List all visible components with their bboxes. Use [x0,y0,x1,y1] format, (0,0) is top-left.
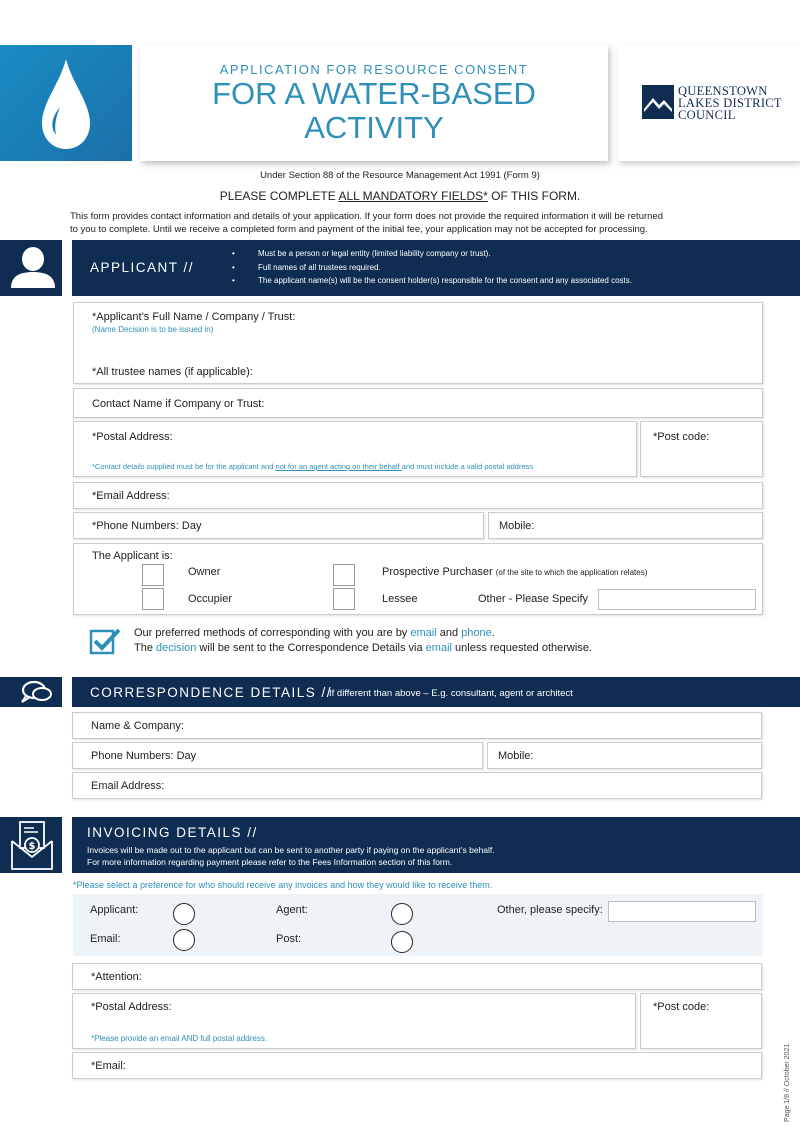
header-drop-panel [0,45,132,161]
invoice-email-label: Email: [90,933,121,945]
chat-bubbles-icon [0,677,62,707]
invoice-preference-group [73,894,763,956]
bullet-item: • Full names of all trustees required. [232,262,381,272]
intro-line1: This form provides contact information and details of your application. If your form does not provide the required information it will be returned [70,211,663,222]
invoice-other-input[interactable] [608,901,756,922]
postcode-field[interactable] [640,421,763,477]
invoice-postal-label: *Postal Address: [91,1001,172,1013]
correspondence-subtitle: If different than above – E.g. consultant, agent or architect [329,688,573,699]
complete-instruction [0,189,800,203]
invoice-postal-field[interactable] [72,993,636,1049]
trustee-label: *All trustee names (if applicable): [92,366,253,378]
applicant-type-group [73,543,763,615]
form-title-line1: FOR A WATER-BASED [212,76,536,111]
applicant-name-field[interactable] [73,302,763,384]
occupier-checkbox[interactable] [142,588,164,610]
invoicing-section-icon [0,817,62,873]
corr-mobile-label: Mobile: [498,750,534,762]
applicant-name-label: *Applicant’s Full Name / Company / Trust: [92,311,296,323]
attention-label: *Attention: [91,971,142,983]
phone-day-label: *Phone Numbers: Day [92,520,202,532]
invoice-email-field-label: *Email: [91,1060,126,1072]
applicant-is-label: The Applicant is: [92,550,173,562]
lessee-checkbox[interactable] [333,588,355,610]
invoice-email-radio[interactable] [173,929,195,951]
act-reference: Under Section 88 of the Resource Management Act 1991 (Form 9) [260,170,540,181]
invoice-email-field[interactable] [72,1052,762,1079]
intro-line2: to you to complete. Until we receive a completed form and payment of the initial fee, your application may not be accepted for processing. [70,224,648,235]
page-footer: Page 1/8 // October 2021 [784,1043,791,1122]
complete-post: OF THIS FORM. [487,189,581,203]
postal-address-hint: *Contact details supplied must be for the applicant and not for an agent acting on their behalf and must include a valid postal address [92,462,534,471]
invoice-preference-note: *Please select a preference for who should receive any invoices and how they would like to receive them. [73,880,493,890]
invoice-post-radio[interactable] [391,931,413,953]
invoicing-description [87,844,495,868]
logo-line2: LAKES DISTRICT [678,96,782,110]
checked-checkbox-icon [89,627,121,655]
invoice-postcode-field[interactable] [640,993,762,1049]
email-address-field[interactable] [73,482,763,509]
invoice-agent-radio[interactable] [391,903,413,925]
intro-paragraph [70,210,750,236]
email-address-label: *Email Address: [92,490,170,502]
logo-line1: QUEENSTOWN [678,84,768,98]
applicant-section-icon [0,240,62,296]
invoice-postcode-label: *Post code: [653,1001,710,1013]
invoice-applicant-radio[interactable] [173,903,195,925]
invoicing-title: INVOICING DETAILS // [87,825,258,840]
bullet-item: • The applicant name(s) will be the consent holder(s) responsible for the consent and any associated costs. [232,276,632,285]
other-specify-input[interactable] [598,589,756,610]
svg-text:$: $ [28,841,36,852]
postcode-label: *Post code: [653,431,710,443]
corr-email-label: Email Address: [91,780,165,792]
corr-mobile-field[interactable] [487,742,762,769]
purchaser-label: Prospective Purchaser (of the site to which the application relates) [382,566,648,578]
mobile-field[interactable] [488,512,763,539]
postal-address-label: *Postal Address: [92,431,173,443]
applicant-name-hint: (Name Decision is to be issued in) [92,325,214,334]
applicant-title: APPLICANT // [90,260,195,275]
form-supertitle: APPLICATION FOR RESOURCE CONSENT [219,62,529,77]
other-specify-label: Other - Please Specify [478,593,589,605]
lessee-label: Lessee [382,593,418,605]
council-logo [618,45,800,161]
phone-day-field[interactable] [73,512,484,539]
applicant-bullets [232,247,632,288]
contact-name-label: Contact Name if Company or Trust: [92,398,265,410]
invoice-agent-label: Agent: [276,904,308,916]
invoice-postal-hint: *Please provide an email AND full postal address. [91,1034,268,1043]
applicant-section-bar [72,240,800,296]
corr-name-label: Name & Company: [91,720,184,732]
mobile-label: Mobile: [499,520,535,532]
water-drop-icon [0,45,132,161]
invoice-post-label: Post: [276,933,302,945]
mandatory-fields-link[interactable]: ALL MANDATORY FIELDS* [338,189,488,203]
owner-label: Owner [188,566,221,578]
correspondence-section-icon [0,677,62,707]
invoice-applicant-label: Applicant: [90,904,139,916]
corr-phone-field[interactable] [72,742,483,769]
occupier-label: Occupier [188,593,233,605]
complete-pre: PLEASE COMPLETE [219,189,339,203]
corr-name-field[interactable] [72,712,762,739]
correspondence-section-bar [72,677,800,707]
invoice-other-label: Other, please specify: [497,904,603,916]
invoicing-line1: Invoices will be made out to the applicant but can be sent to another party if paying on the applicant’s behalf. [87,845,495,855]
corr-email-field[interactable] [72,772,762,799]
postal-address-field[interactable] [73,421,637,477]
owner-checkbox[interactable] [142,564,164,586]
title-card [140,45,608,161]
corr-phone-label: Phone Numbers: Day [91,750,197,762]
contact-name-field[interactable] [73,388,763,418]
invoice-envelope-icon [0,817,62,873]
preferred-contact-note: Our preferred methods of corresponding with you are by email and phone. The decision will be sent to the Correspondence Details via email unless requested otherwise. [134,627,592,654]
bullet-item: • Must be a person or legal entity (limited liability company or trust). [232,249,491,258]
purchaser-checkbox[interactable] [333,564,355,586]
invoicing-line2: For more information regarding payment please refer to the Fees Information section of this form. [87,857,453,867]
form-title-line2: ACTIVITY [304,110,444,145]
person-icon [0,240,62,296]
attention-field[interactable] [72,963,762,990]
invoicing-section-bar [72,817,800,873]
logo-line3: COUNCIL [678,108,736,122]
correspondence-title: CORRESPONDENCE DETAILS // [90,685,333,700]
mountain-logo-icon [642,85,674,119]
